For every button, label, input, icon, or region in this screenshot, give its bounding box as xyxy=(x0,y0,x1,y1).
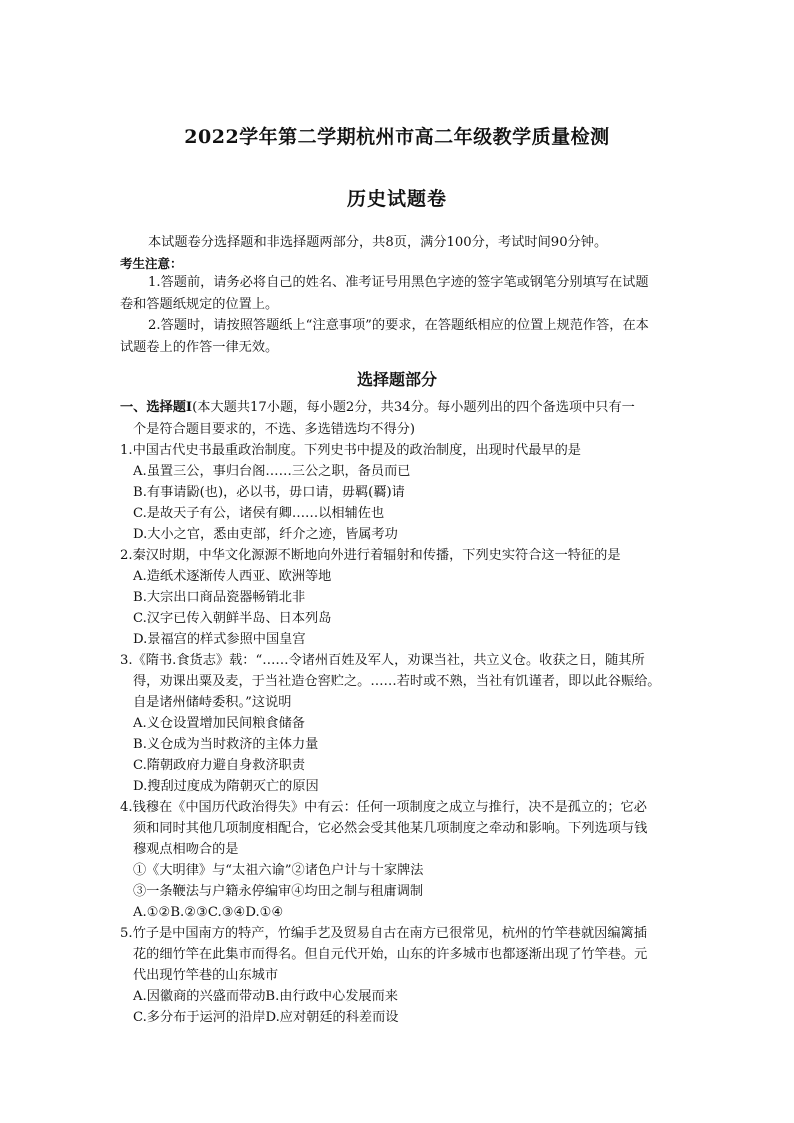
question-3-option-c: C.隋朝政府力避自身救济职责 xyxy=(133,758,306,773)
question-3-option-a: A.义仓设置增加民间粮食储备 xyxy=(133,716,305,731)
question-2-option-d: D.景福宫的样式参照中国皇宫 xyxy=(133,632,306,647)
question-5-stem-cont: 花的细竹竿在此集市而得名。但自元代开始，山东的许多城市也都逐渐出现了竹竿巷。元 xyxy=(133,947,648,962)
notice-item-2-cont: 试题卷上的作答一律无效。 xyxy=(120,340,279,355)
notice-item-2: 2.答题时，请按照答题纸上“注意事项”的要求，在答题纸相应的位置上规范作答，在本 xyxy=(148,318,649,333)
question-1-stem: 1.中国古代史书最重政治制度。下列史书中提及的政治制度，出现时代最早的是 xyxy=(120,443,581,458)
question-3-stem: 3.《隋书.食货志》载：“……令诸州百姓及军人，劝课当社，共立义仓。收获之日，随其所 xyxy=(120,653,645,668)
notice-item-1: 1.答题前，请务必将自己的姓名、准考证号用黑色字迹的签字笔或钢笔分别填写在试题 xyxy=(148,275,649,290)
intro-line: 本试题卷分选择题和非选择题两部分，共8页，满分100分，考试时间90分钟。 xyxy=(148,235,608,250)
question-3-option-d: D.搜刮过度成为隋朝灭亡的原因 xyxy=(133,779,319,794)
exam-title: 2022学年第二学期杭州市高二年级教学质量检测 xyxy=(184,126,610,148)
question-5-stem-cont: 代出现竹竿巷的山东城市 xyxy=(133,968,279,983)
question-2-option-a: A.造纸术逐渐传人西亚、欧洲等地 xyxy=(133,569,332,584)
question-5-options-cd: C.多分布于运河的沿岸D.应对朝廷的科差而设 xyxy=(133,1010,399,1025)
question-4-stem: 4.钱穆在《中国历代政治得失》中有云：任何一项制度之成立与推行，决不是孤立的；它必 xyxy=(120,800,647,815)
question-4-stem-cont: 须和同时其他几项制度相配合，它必然会受其他某几项制度之牵动和影响。下列选项与钱 xyxy=(133,821,648,836)
question-1-option-a: A.虽置三公，事归台阁……三公之职，备员而已 xyxy=(133,464,411,479)
question-5-stem: 5.竹子是中国南方的特产，竹编手艺及贸易自古在南方已很常见，杭州的竹竿巷就因编篱插 xyxy=(120,926,647,941)
question-4-item-row: ③一条鞭法与户籍永停编审④均田之制与租庸调制 xyxy=(133,884,424,899)
exam-subtitle: 历史试题卷 xyxy=(346,188,447,210)
section-heading xyxy=(120,398,635,418)
question-3-stem-cont: 得，劝课出粟及麦，于当社造仓窖贮之。……若时或不熟，当社有饥谨者，即以此谷赈给。 xyxy=(133,674,661,689)
question-1-option-c: C.是故天子有公，诸侯有卿……以相辅佐也 xyxy=(133,506,385,521)
section-heading-label: 一、选择题Ⅰ xyxy=(120,400,193,415)
question-2-stem: 2.秦汉时期，中华文化源源不断地向外进行着辐射和传播，下列史实符合这一特征的是 xyxy=(120,548,621,563)
question-3-stem-cont: 自是诸州储峙委积。”这说明 xyxy=(133,695,292,710)
section-heading-text: (本大题共17小题，每小题2分，共34分。每小题列出的四个备选项中只有一 xyxy=(192,400,635,415)
section-heading-cont: 个是符合题目要求的，不选、多选错选均不得分) xyxy=(133,422,416,437)
question-1-option-d: D.大小之官，悉由吏部，纤介之迹，皆属考功 xyxy=(133,527,398,542)
question-5-options-ab: A.因徽商的兴盛而带动B.由行政中心发展而来 xyxy=(133,989,398,1004)
question-1-option-b: B.有事请鼢(也)，必以书，毋口请，毋羁(覉)请 xyxy=(133,485,405,500)
question-2-option-b: B.大宗出口商品瓷器畅销北非 xyxy=(133,590,306,605)
notice-item-1-cont: 卷和答题纸规定的位置上。 xyxy=(120,297,279,312)
notice-label: 考生注意： xyxy=(120,256,183,271)
question-2-option-c: C.汉字已传入朝鲜半岛、日本列岛 xyxy=(133,611,332,626)
section-title: 选择题部分 xyxy=(356,370,437,389)
question-4-stem-cont: 穆观点相吻合的是 xyxy=(133,842,239,857)
question-3-option-b: B.义仓成为当时救济的主体力量 xyxy=(133,737,319,752)
question-4-options: A.①②B.②③C.③④D.①④ xyxy=(133,905,284,920)
question-4-item-row: ①《大明律》与“太祖六谕”②诸色户计与十家牌法 xyxy=(133,863,424,878)
